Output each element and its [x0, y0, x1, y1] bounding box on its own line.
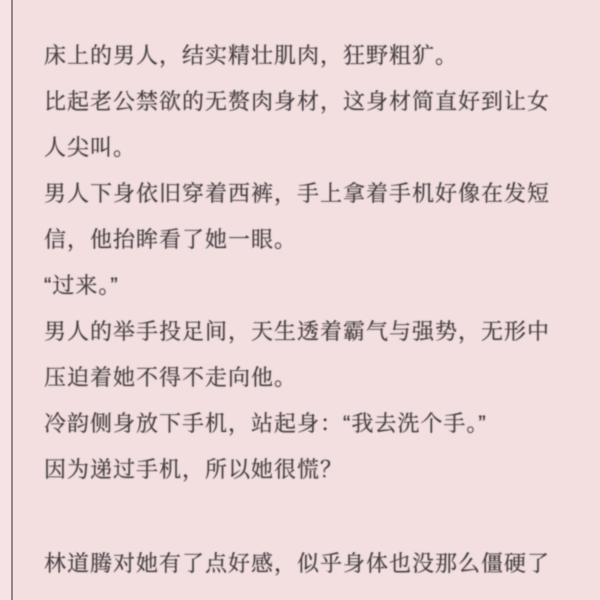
paragraph: 男人的举手投足间，天生透着霸气与强势，无形中压迫着她不得不走向他。 [44, 319, 551, 390]
paragraph: 比起老公禁欲的无赘肉身材，这身材简直好到让女人尖叫。 [44, 89, 551, 160]
paragraph: 冷韵侧身放下手机，站起身：“我去洗个手。” [44, 411, 487, 436]
page-left-margin [0, 0, 11, 600]
paragraph: 床上的男人，结实精壮肌肉，狂野粗犷。 [44, 43, 459, 68]
paragraph: 因为递过手机，所以她很慌？ [44, 457, 344, 482]
paragraph: 男人下身依旧穿着西裤，手上拿着手机好像在发短信，他抬眸看了她一眼。 [44, 181, 551, 252]
page-edge-line [11, 0, 13, 600]
reader-text-area [44, 33, 560, 587]
paragraph: 林道腾对她有了点好感，似乎身体也没那么僵硬了 [44, 551, 551, 576]
paragraph-dialogue: “过来。” [44, 273, 119, 298]
